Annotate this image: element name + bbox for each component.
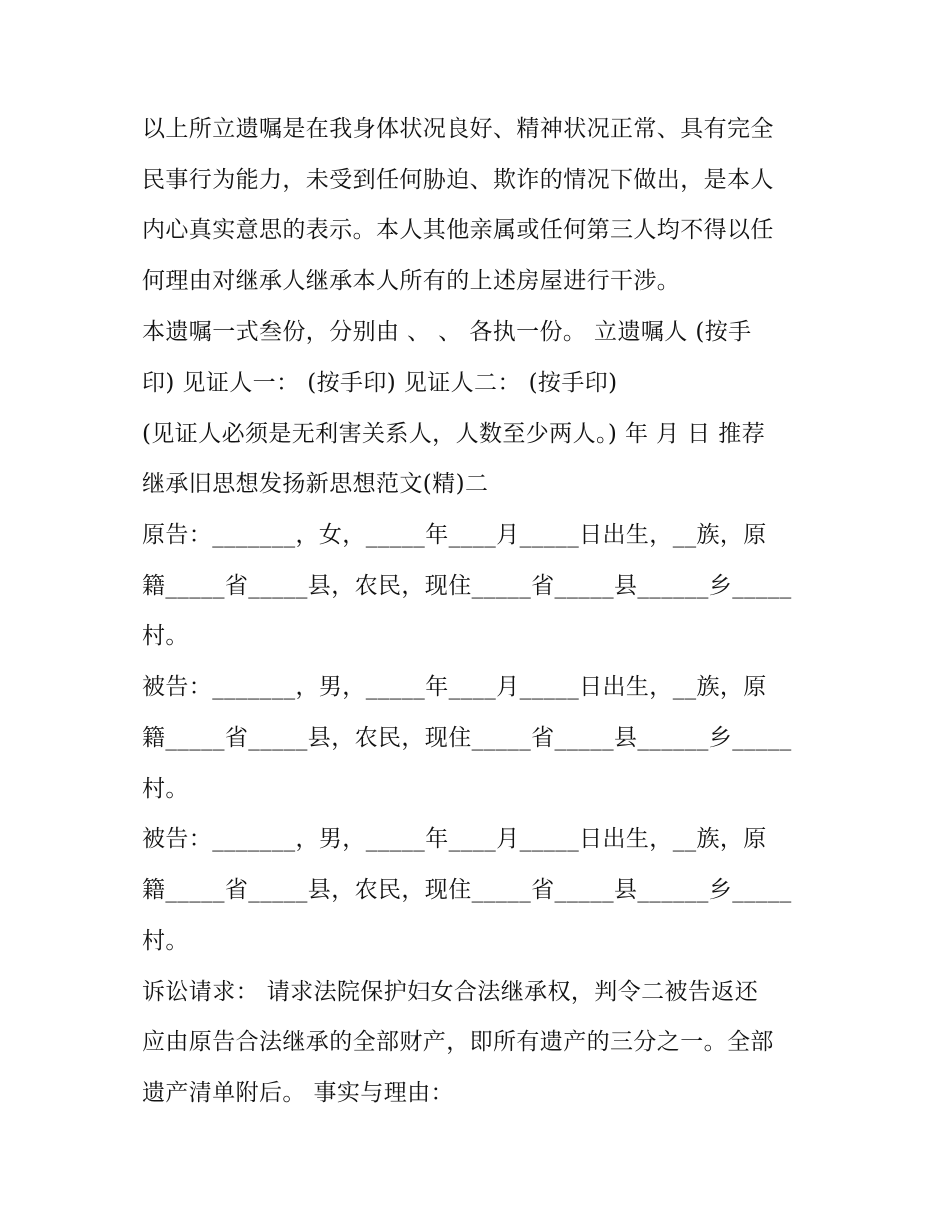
text-line: 应由原告合法继承的全部财产，即所有遗产的三分之一。全部: [142, 1029, 774, 1055]
text-line: 继承旧思想发扬新思想范文(精)二: [142, 471, 489, 497]
text-line: (见证人必须是无利害关系人，人数至少两人。) 年 月 日 推荐: [142, 421, 766, 447]
text-line: 被告：_______，男，_____年____月_____日出生，__族，原: [142, 674, 767, 700]
text-line: 诉讼请求： 请求法院保护妇女合法继承权，判令二被告返还: [142, 979, 759, 1005]
text-line: 原告：_______，女，_____年____月_____日出生，__族，原: [142, 522, 767, 548]
text-line: 遗产清单附后。 事实与理由：: [142, 1080, 454, 1106]
text-line: 村。: [142, 776, 189, 802]
text-line: 以上所立遗嘱是在我身体状况良好、精神状况正常、具有完全: [142, 116, 774, 142]
text-line: 村。: [142, 928, 189, 954]
text-line: 本遗嘱一式叁份，分别由 、 、 各执一份。 立遗嘱人 (按手: [142, 319, 752, 345]
text-line: 何理由对继承人继承本人所有的上述房屋进行干涉。: [142, 268, 681, 294]
text-line: 籍_____省_____县，农民，现住_____省_____县______乡_____: [142, 573, 792, 599]
text-line: 村。: [142, 623, 189, 649]
text-line: 籍_____省_____县，农民，现住_____省_____县______乡_____: [142, 877, 792, 903]
text-line: 籍_____省_____县，农民，现住_____省_____县______乡_____: [142, 725, 792, 751]
text-line: 内心真实意思的表示。本人其他亲属或任何第三人均不得以任: [142, 217, 774, 243]
text-line: 印) 见证人一： (按手印) 见证人二： (按手印): [142, 370, 618, 396]
text-line: 民事行为能力，未受到任何胁迫、欺诈的情况下做出，是本人: [142, 167, 774, 193]
text-line: 被告：_______，男，_____年____月_____日出生，__族，原: [142, 826, 767, 852]
